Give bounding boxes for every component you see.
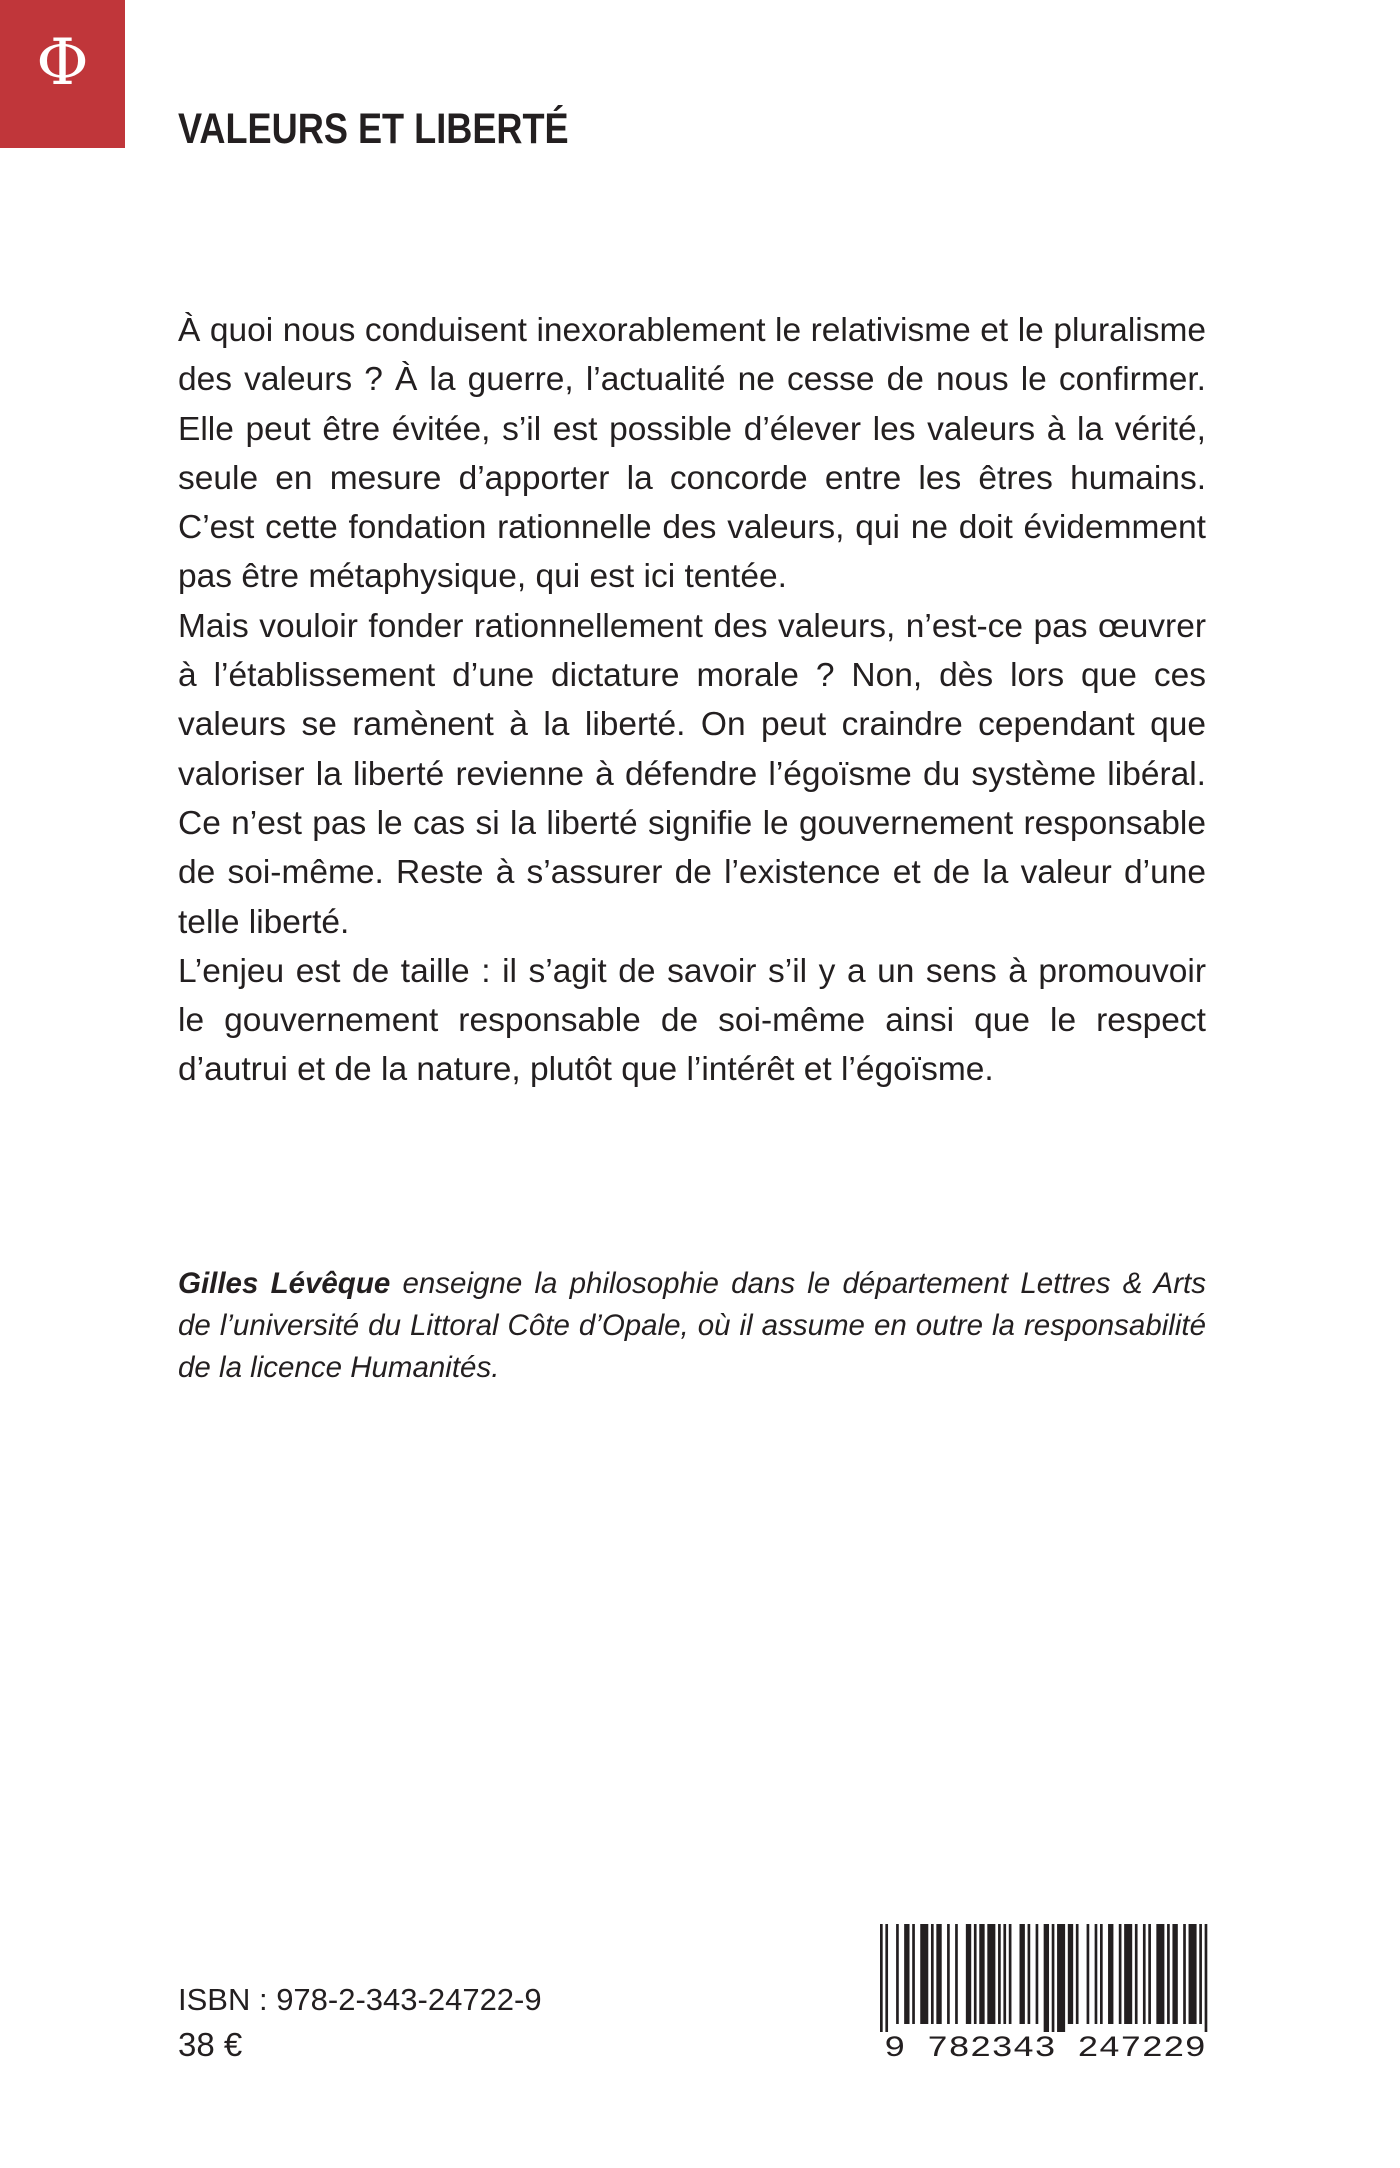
barcode-bar: [947, 1924, 950, 2024]
barcode-bar: [920, 1924, 928, 2024]
barcode-bar: [1068, 1924, 1073, 2024]
barcode-bar: [955, 1924, 958, 2024]
publisher-logo: [0, 0, 125, 148]
barcode-digits: 9 782343 247229: [884, 2032, 1206, 2058]
barcode-bar: [1020, 1924, 1025, 2024]
barcode-bar: [1003, 1924, 1006, 2024]
barcode-bar: [912, 1924, 915, 2024]
barcode-bar: [1199, 1924, 1202, 2024]
barcode-bar: [966, 1924, 971, 2024]
barcode-bars: [880, 1924, 1207, 2032]
barcode-bar: [936, 1924, 941, 2024]
barcode-bar: [1135, 1924, 1138, 2024]
barcode-bar: [1036, 1924, 1039, 2024]
barcode-bar: [987, 1924, 995, 2024]
barcode-bar: [1052, 1924, 1055, 2032]
barcode-bar: [974, 1924, 977, 2024]
barcode-bar: [1044, 1924, 1049, 2032]
phi-logo-icon: Φ: [36, 26, 89, 100]
barcode-bar: [1108, 1924, 1113, 2024]
barcode-bar: [885, 1924, 888, 2032]
barcode-bar: [998, 1924, 1001, 2024]
summary-paragraph-2: Mais vouloir fonder rationnellement des valeurs, n’est-ce pas œuvrer à l’établissement d’une dictature morale ? Non, dès lors que ces valeurs se ramènent à la liberté. On peut craindre cependant que valoriser la liberté revienne à défendre l’égoïsme du système libéral. Ce n’est pas le cas si la liberté signifie le gouvernement responsable de soi-même. Reste à s’assurer de l’existence et de la valeur d’une telle liberté.: [178, 607, 1206, 941]
barcode-bar: [979, 1924, 984, 2024]
barcode-bar: [1156, 1924, 1164, 2024]
author-name: Gilles Lévêque: [178, 1267, 391, 1300]
summary-paragraph-1: À quoi nous conduisent inexorablement le relativisme et le pluralisme des valeurs ? À la guerre, l’actualité ne cesse de nous le confirmer. Elle peut être évitée, s’il est possible d’élever les valeurs à la vérité, seule en mesure d’apporter la concorde entre les êtres humains. C’est cette fondation rationnelle des valeurs, qui ne doit évidemment pas être métaphysique, qui est ici tentée.: [178, 312, 1206, 596]
isbn-number: ISBN : 978-2-343-24722-9: [178, 1982, 542, 2017]
barcode-bar: [1183, 1924, 1186, 2024]
barcode-bar: [1167, 1924, 1170, 2024]
barcode-bar: [1087, 1924, 1090, 2024]
barcode-bar: [1189, 1924, 1197, 2024]
barcode-bar: [880, 1924, 883, 2032]
barcode-bar: [1057, 1924, 1065, 2032]
book-title: VALEURS ET LIBERTÉ: [178, 105, 569, 153]
book-price: 38 €: [178, 2026, 243, 2063]
barcode-bar: [931, 1924, 934, 2024]
barcode-bar: [1205, 1924, 1208, 2032]
barcode-bar: [1009, 1924, 1012, 2024]
barcode-bar: [896, 1924, 899, 2024]
barcode-bar: [1076, 1924, 1079, 2024]
barcode-bar: [1119, 1924, 1122, 2024]
isbn-barcode: [880, 1924, 1210, 2058]
author-bio-text: enseigne la philosophie dans le département Lettres & Arts de l’université du Littoral Côte d’Opale, où il assume en outre la responsabilité de la licence Humanités.: [178, 1267, 1206, 1384]
barcode-bar: [1143, 1924, 1146, 2024]
summary-paragraph-3: L’enjeu est de taille : il s’agit de savoir s’il y a un sens à promouvoir le gouvernement responsable de soi-même ainsi que le respect d’autrui et de la nature, plutôt que l’intérêt et l’égoïsme.: [178, 952, 1206, 1089]
book-summary: [178, 306, 1206, 1095]
barcode-bar: [904, 1924, 909, 2024]
author-bio: [178, 1263, 1206, 1389]
barcode-bar: [1100, 1924, 1103, 2024]
barcode-bar: [1028, 1924, 1031, 2024]
barcode-bar: [1124, 1924, 1132, 2024]
barcode-bar: [1148, 1924, 1151, 2024]
barcode-bar: [1172, 1924, 1177, 2024]
barcode-bar: [1095, 1924, 1098, 2024]
